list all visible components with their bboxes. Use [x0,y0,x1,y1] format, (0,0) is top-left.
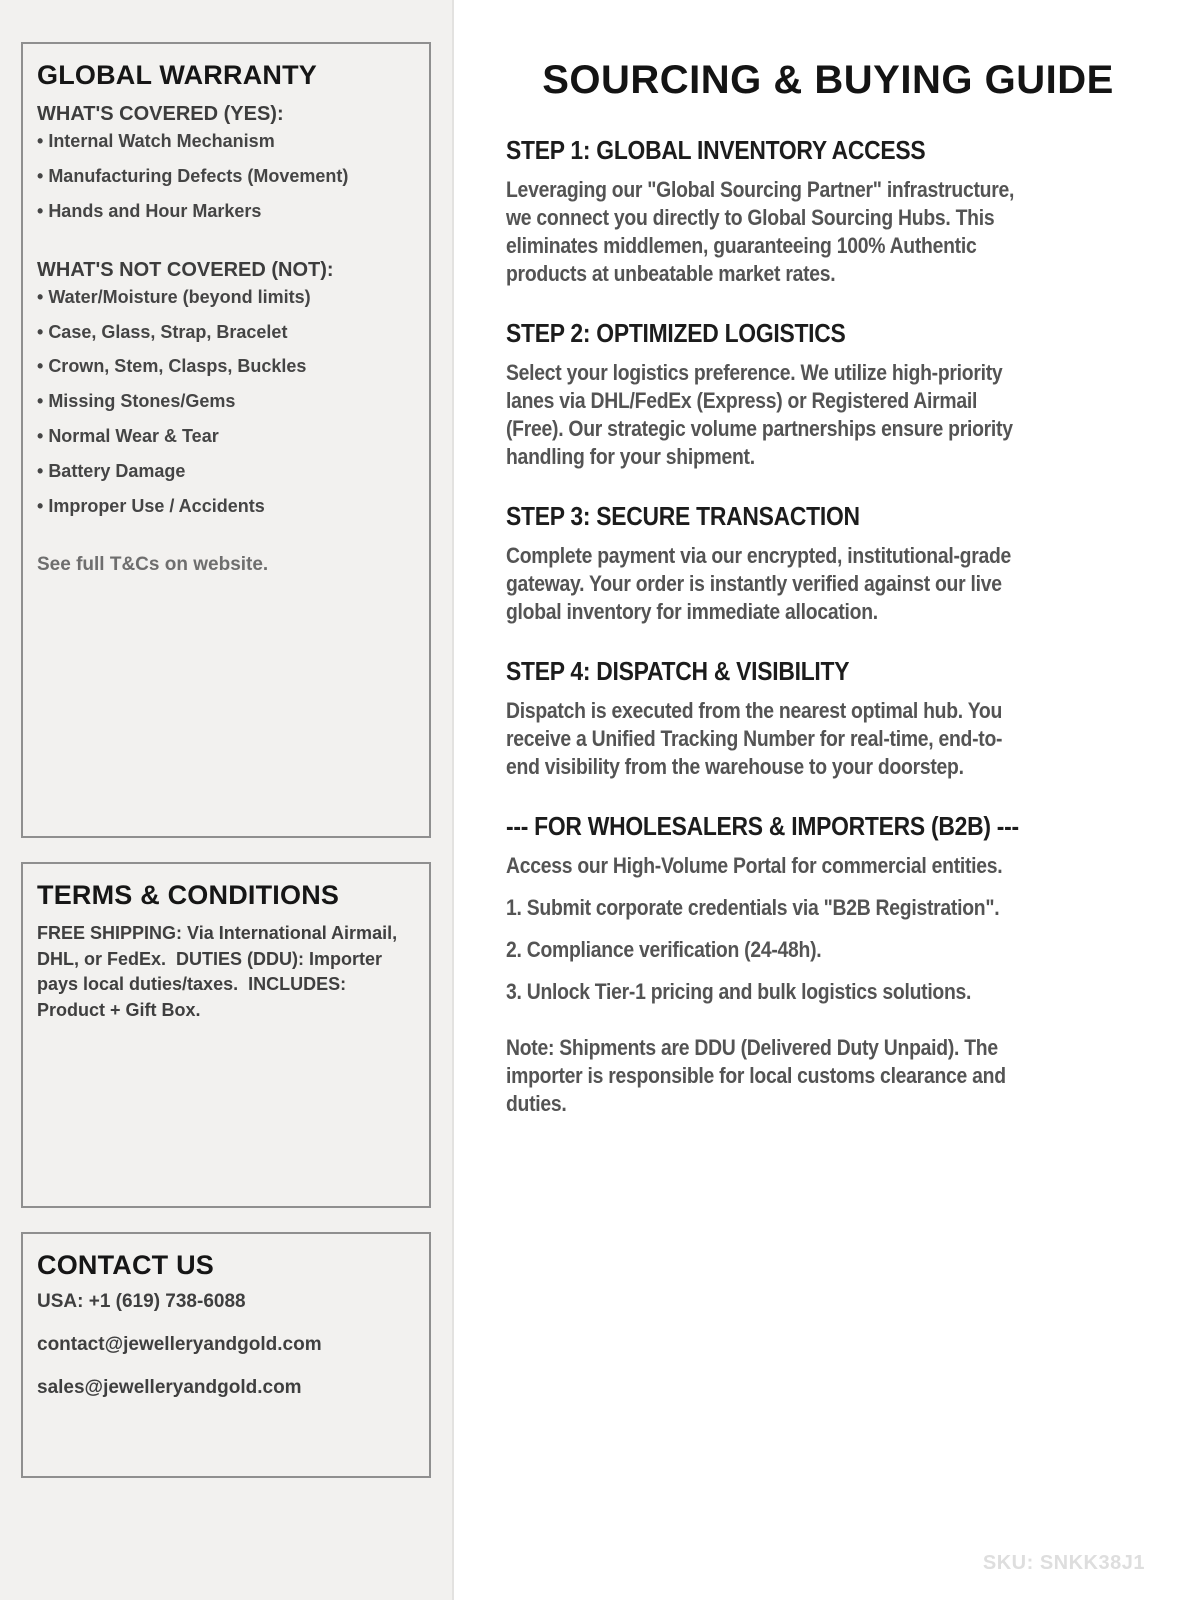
b2b-heading: --- FOR WHOLESALERS & IMPORTERS (B2B) --- [506,811,1019,841]
warranty-not-covered-subhead: WHAT'S NOT COVERED (NOT): [37,258,334,281]
warranty-covered-subhead: WHAT'S COVERED (YES): [37,103,284,125]
list-item: • Internal Watch Mechanism [37,132,415,151]
guide-sections [506,135,1069,1118]
b2b-section [506,811,1069,1118]
page-title: SOURCING & BUYING GUIDE [542,58,1114,102]
step-3-body: Complete payment via our encrypted, institutional-grade gateway. Your order is instantly verified against our live global inventory for immediate allocation. [506,543,1012,624]
sku-label: SKU: SNKK38J1 [982,1552,1145,1574]
list-item: • Water/Moisture (beyond limits) [37,288,415,307]
warranty-covered-list [37,132,415,221]
step-2-body: Select your logistics preference. We utilize high-priority lanes via DHL/FedEx (Express) or Registered Airmail (Free). Our strategic volume partnerships ensure priority handling for your shipment. [506,360,1013,469]
list-item: • Case, Glass, Strap, Bracelet [37,323,415,342]
step-3-heading: STEP 3: SECURE TRANSACTION [506,501,860,531]
b2b-note: Note: Shipments are DDU (Delivered Duty Unpaid). The importer is responsible for local customs clearance and duties. [506,1035,1006,1116]
list-item: • Crown, Stem, Clasps, Buckles [37,357,415,376]
main-content-area [456,0,1200,1600]
b2b-step-3: 3. Unlock Tier-1 pricing and bulk logistics solutions. [506,979,972,1004]
contact-title: CONTACT US [37,1250,214,1280]
step-2-section [506,318,1069,471]
warranty-title: GLOBAL WARRANTY [37,60,317,90]
b2b-step-1: 1. Submit corporate credentials via "B2B Registration". [506,895,1000,920]
warranty-footnote: See full T&Cs on website. [37,553,269,575]
sidebar [0,0,454,1600]
list-item: • Battery Damage [37,462,415,481]
list-item: • Improper Use / Accidents [37,497,415,516]
terms-title: TERMS & CONDITIONS [37,880,340,910]
list-item: • Normal Wear & Tear [37,427,415,446]
contact-phone: USA: +1 (619) 738-6088 [37,1291,246,1312]
step-2-heading: STEP 2: OPTIMIZED LOGISTICS [506,318,846,348]
list-item: • Manufacturing Defects (Movement) [37,167,415,186]
b2b-intro: Access our High-Volume Portal for commercial entities. [506,853,1003,878]
contact-email: contact@jewelleryandgold.com [37,1334,322,1355]
warranty-not-covered-list [37,288,415,516]
sales-email: sales@jewelleryandgold.com [37,1377,302,1398]
step-4-body: Dispatch is executed from the nearest optimal hub. You receive a Unified Tracking Number for real-time, end-to-end visibility from the warehouse to your doorstep. [506,698,1003,779]
terms-body: FREE SHIPPING: Via International Airmail, DHL, or FedEx. DUTIES (DDU): Importer pays local duties/taxes. INCLUDES: Product + Gift Box. [37,923,403,1020]
step-4-section [506,656,1069,781]
step-1-body: Leveraging our "Global Sourcing Partner" infrastructure, we connect you directly to Global Sourcing Hubs. This eliminates middlemen, guaranteeing 100% Authentic products at unbeatable market rates. [506,177,1015,286]
b2b-step-2: 2. Compliance verification (24-48h). [506,937,822,962]
warranty-box [21,42,431,838]
step-1-heading: STEP 1: GLOBAL INVENTORY ACCESS [506,135,926,165]
terms-box [21,862,431,1208]
list-item: • Hands and Hour Markers [37,202,415,221]
step-4-heading: STEP 4: DISPATCH & VISIBILITY [506,656,850,686]
list-item: • Missing Stones/Gems [37,392,415,411]
contact-box [21,1232,431,1478]
step-1-section [506,135,1069,288]
step-3-section [506,501,1069,626]
